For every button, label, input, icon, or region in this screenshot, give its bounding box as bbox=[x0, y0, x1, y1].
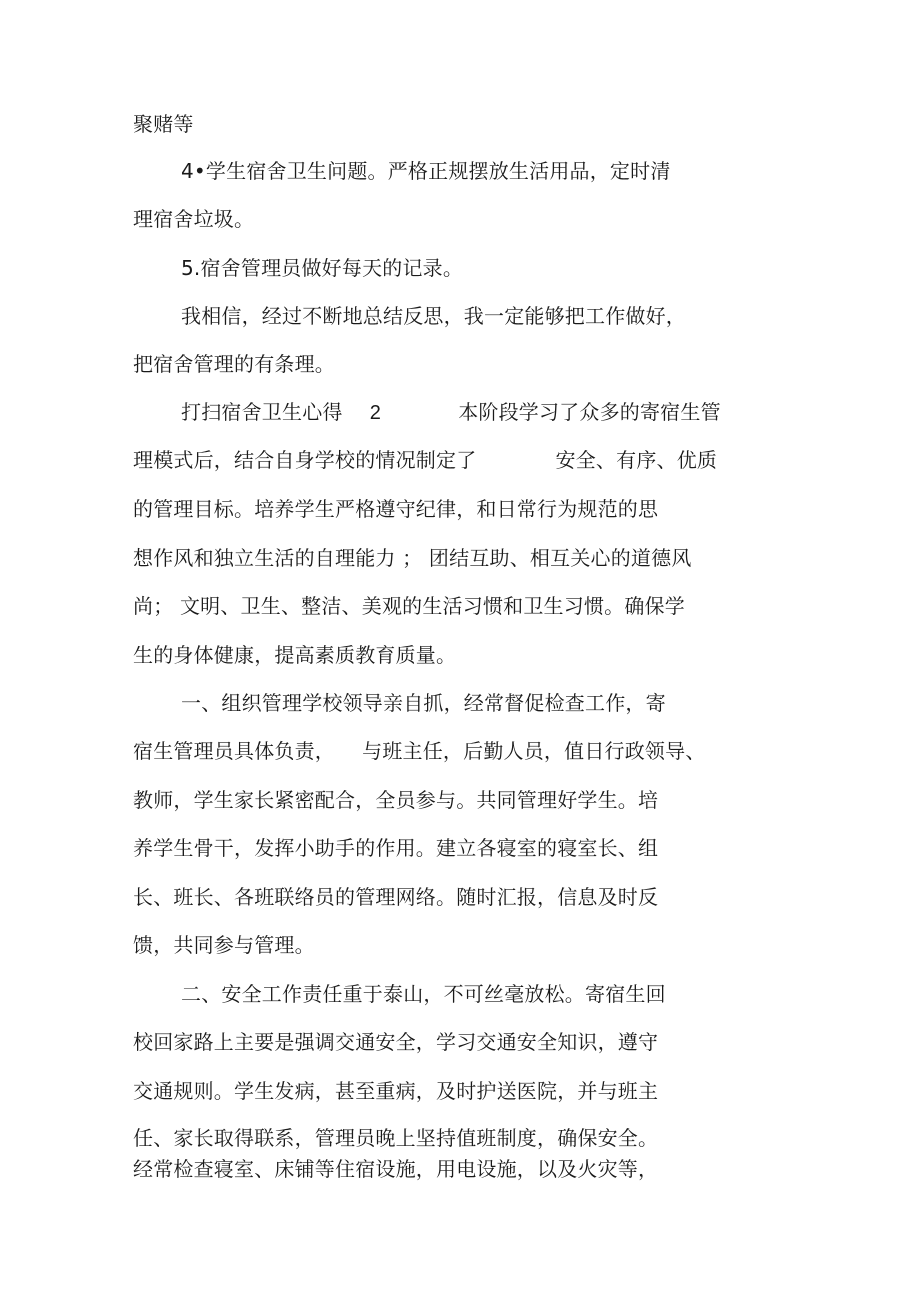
text-line bbox=[181, 398, 721, 427]
line-text: 理模式后，结合自身学校的情况制定了 bbox=[133, 448, 477, 472]
text-line bbox=[133, 110, 194, 138]
text-line bbox=[133, 1077, 658, 1105]
text-line bbox=[133, 737, 706, 765]
text-line bbox=[181, 302, 686, 330]
line-text: 理宿舍垃圾。 bbox=[133, 207, 255, 231]
line-text: 想作风和独立生活的自理能力 ； 团结互助、相互关心的道德风 bbox=[133, 546, 692, 570]
text-line bbox=[133, 931, 315, 959]
text-line bbox=[181, 157, 671, 185]
line-text: 交通规则。学生发病，甚至重病，及时护送医院，并与班主 bbox=[133, 1079, 659, 1103]
line-text: 馈，共同参与管理。 bbox=[133, 933, 315, 957]
line-text: 聚赌等 bbox=[133, 112, 194, 136]
section-number: 2 bbox=[369, 402, 382, 424]
text-line bbox=[133, 446, 717, 474]
line-text: 我相信，经过不断地总结反思，我一定能够把工作做好， bbox=[181, 304, 686, 328]
text-line bbox=[133, 1124, 658, 1152]
text-line bbox=[133, 544, 692, 572]
line-text: 校回家路上主要是强调交通安全，学习交通安全知识，遵守 bbox=[133, 1030, 659, 1054]
line-text: 的管理目标。培养学生严格遵守纪律，和日常行为规范的思 bbox=[133, 497, 659, 521]
text-line bbox=[133, 641, 456, 669]
text-line bbox=[181, 980, 666, 1008]
line-text: 二、安全工作责任重于泰山，不可丝毫放松。寄宿生回 bbox=[181, 982, 666, 1006]
text-line bbox=[133, 1028, 658, 1056]
line-text: 宿生管理员具体负责， bbox=[133, 739, 335, 763]
line-text: 教师，学生家长紧密配合，全员参与。共同管理好学生。培 bbox=[133, 788, 659, 812]
line-text: 安全、有序、优质 bbox=[555, 448, 718, 472]
text-line bbox=[181, 254, 463, 282]
text-line bbox=[133, 883, 658, 911]
text-line bbox=[133, 1155, 658, 1183]
text-line bbox=[181, 689, 666, 717]
line-text: 养学生骨干，发挥小助手的作用。建立各寝室的寝室长、组 bbox=[133, 836, 659, 860]
text-line bbox=[133, 592, 685, 620]
line-text: 与班主任，后勤人员，值日行政领导、 bbox=[362, 739, 706, 763]
line-text: 尚； 文明、卫生、整洁、美观的生活习惯和卫生习惯。确保学 bbox=[133, 594, 685, 618]
line-text: 本阶段学习了众多的寄宿生管 bbox=[458, 400, 721, 424]
line-text: 4•学生宿舍卫生问题。严格正规摆放生活用品，定时清 bbox=[181, 159, 671, 183]
line-text: 把宿舍管理的有条理。 bbox=[133, 352, 335, 376]
line-text: 5.宿舍管理员做好每天的记录。 bbox=[181, 256, 464, 280]
line-text: 任、家长取得联系，管理员晚上坚持值班制度，确保安全。 bbox=[133, 1126, 659, 1150]
section-heading: 打扫宿舍卫生心得 bbox=[181, 400, 343, 424]
line-text: 长、班长、各班联络员的管理网络。随时汇报，信息及时反 bbox=[133, 885, 659, 909]
text-line bbox=[133, 495, 658, 523]
text-line bbox=[133, 205, 254, 233]
text-line bbox=[133, 786, 658, 814]
text-line bbox=[133, 834, 658, 862]
line-text: 生的身体健康，提高素质教育质量。 bbox=[133, 643, 457, 667]
text-line bbox=[133, 350, 335, 378]
line-text: 一、组织管理学校领导亲自抓，经常督促检查工作，寄 bbox=[181, 691, 666, 715]
line-text: 经常检查寝室、床铺等住宿设施，用电设施，以及火灾等， bbox=[133, 1157, 659, 1181]
